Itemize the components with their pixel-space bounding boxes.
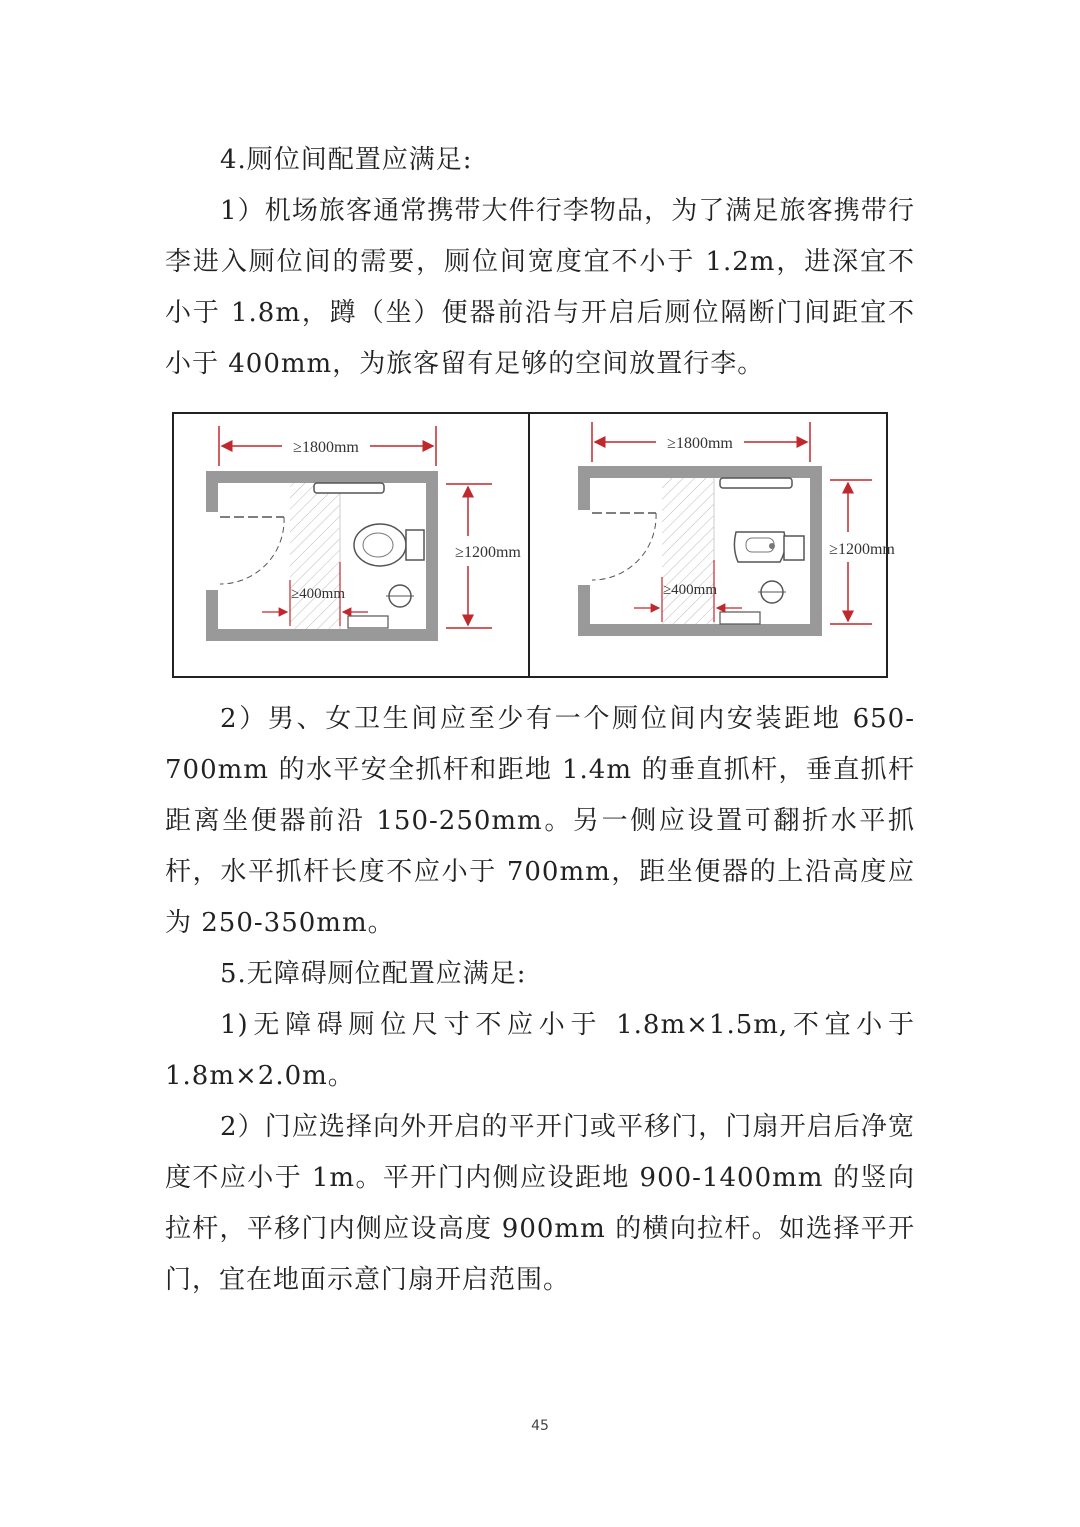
right-clearance-zone (662, 478, 714, 624)
right-clearance-label: ≥400mm (662, 582, 718, 598)
left-clearance-label: ≥400mm (290, 586, 346, 602)
right-width-label: ≥1200mm (829, 541, 895, 558)
right-depth-label: ≥1800mm (667, 435, 733, 452)
paragraph-luggage-space: 1）机场旅客通常携带大件行李物品，为了满足旅客携带行李进入厕位间的需要，厕位间宽度宜不小于 1.2m，进深宜不小于 1.8m，蹲（坐）便器前沿与开启后厕位隔断门间距宜不小于 400mm，为旅客留有足够的空间放置行李。 (165, 196, 915, 379)
page-number: 45 (531, 1418, 549, 1434)
paragraph-door-requirements: 2）门应选择向外开启的平开门或平移门，门扇开启后净宽度不应小于 1m。平开门内侧应设距地 900-1400mm 的竖向拉杆，平移门内侧应设高度 900mm 的横向拉杆。如选择平开门，宜在地面示意门扇开启范围。 (165, 1112, 915, 1295)
section-4-heading: 4.厕位间配置应满足: (220, 145, 473, 175)
paragraph-grab-bars: 2）男、女卫生间应至少有一个厕位间内安装距地 650-700mm 的水平安全抓杆和距地 1.4m 的垂直抓杆，垂直抓杆距离坐便器前沿 150-250mm。另一侧应设置可翻折水平抓杆，水平抓杆长度不应小于 700mm，距坐便器的上沿高度应为 250-350mm。 (165, 704, 915, 938)
toilet-stall-diagram (172, 412, 895, 678)
right-grab-bar (720, 478, 792, 488)
section-5-heading: 5.无障碍厕位配置应满足: (220, 959, 527, 989)
paragraph-accessible-size: 1)无障碍厕位尺寸不应小于 1.8m×1.5m,不宜小于 1.8m×2.0m。 (165, 1010, 915, 1091)
left-grab-bar (314, 483, 384, 493)
left-depth-label: ≥1800mm (293, 439, 359, 456)
left-clearance-zone (290, 483, 340, 629)
left-width-label: ≥1200mm (455, 544, 521, 561)
